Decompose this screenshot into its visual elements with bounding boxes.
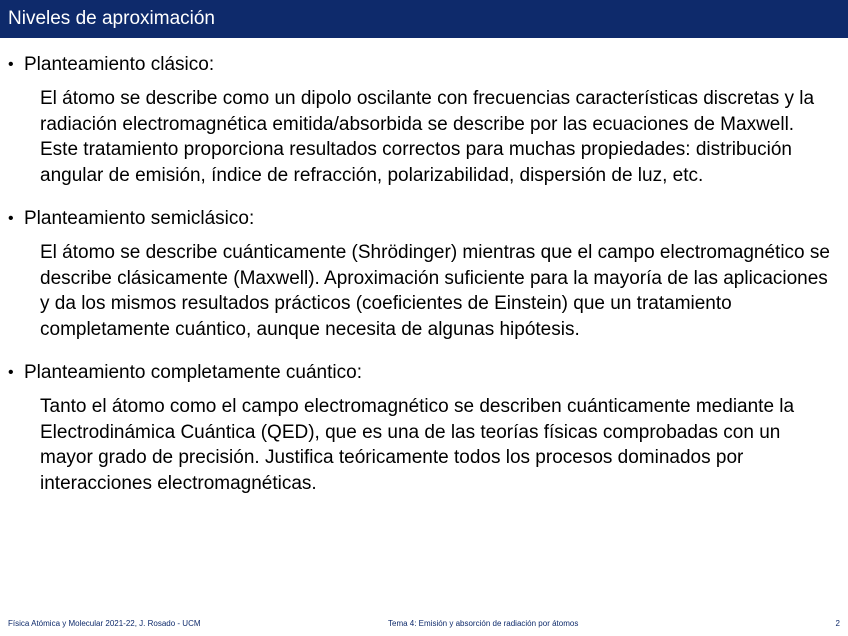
section-body: El átomo se describe como un dipolo oscilante con frecuencias características discretas y la radiación electromagnética emitida/absorbida se describe por las ecuaciones de Maxwell. Este tratamiento proporciona resultados correctos para muchas propiedades: distribución angular de emisión, índice de refracción, polarizabilidad, dispersión de luz, etc. (40, 88, 815, 186)
section-heading (0, 206, 848, 232)
slide-content (0, 52, 848, 514)
slide-title: Niveles de aproximación (8, 8, 215, 29)
bullet-icon: • (8, 210, 14, 227)
section-heading (0, 360, 848, 386)
section-semiclassical (0, 206, 848, 342)
bullet-icon: • (8, 56, 14, 73)
heading-text: Planteamiento completamente cuántico: (24, 362, 362, 383)
heading-text: Planteamiento clásico: (24, 54, 215, 75)
section-quantum (0, 360, 848, 496)
footer-topic: Tema 4: Emisión y absorción de radiación por átomos (388, 619, 579, 628)
section-heading (0, 52, 848, 78)
section-body: El átomo se describe cuánticamente (Shrödinger) mientras que el campo electromagnético se describe clásicamente (Maxwell). Aproximación suficiente para la mayoría de las aplicaciones y da los mismos resultados prácticos (coeficientes de Einstein) que un tratamiento completamente cuántico, aunque necesita de algunas hipótesis. (40, 242, 830, 340)
page-number: 2 (835, 619, 840, 628)
title-bar (0, 0, 848, 38)
bullet-icon: • (8, 364, 14, 381)
heading-text: Planteamiento semiclásico: (24, 208, 255, 229)
footer-course: Física Atómica y Molecular 2021-22, J. Rosado - UCM (8, 619, 201, 628)
slide-footer (0, 617, 848, 631)
section-classical (0, 52, 848, 188)
section-body: Tanto el átomo como el campo electromagnético se describen cuánticamente mediante la Electrodinámica Cuántica (QED), que es una de las teorías físicas comprobadas con un mayor grado de precisión. Justifica teóricamente todos los procesos dominados por interacciones electromagnéticas. (40, 396, 795, 494)
